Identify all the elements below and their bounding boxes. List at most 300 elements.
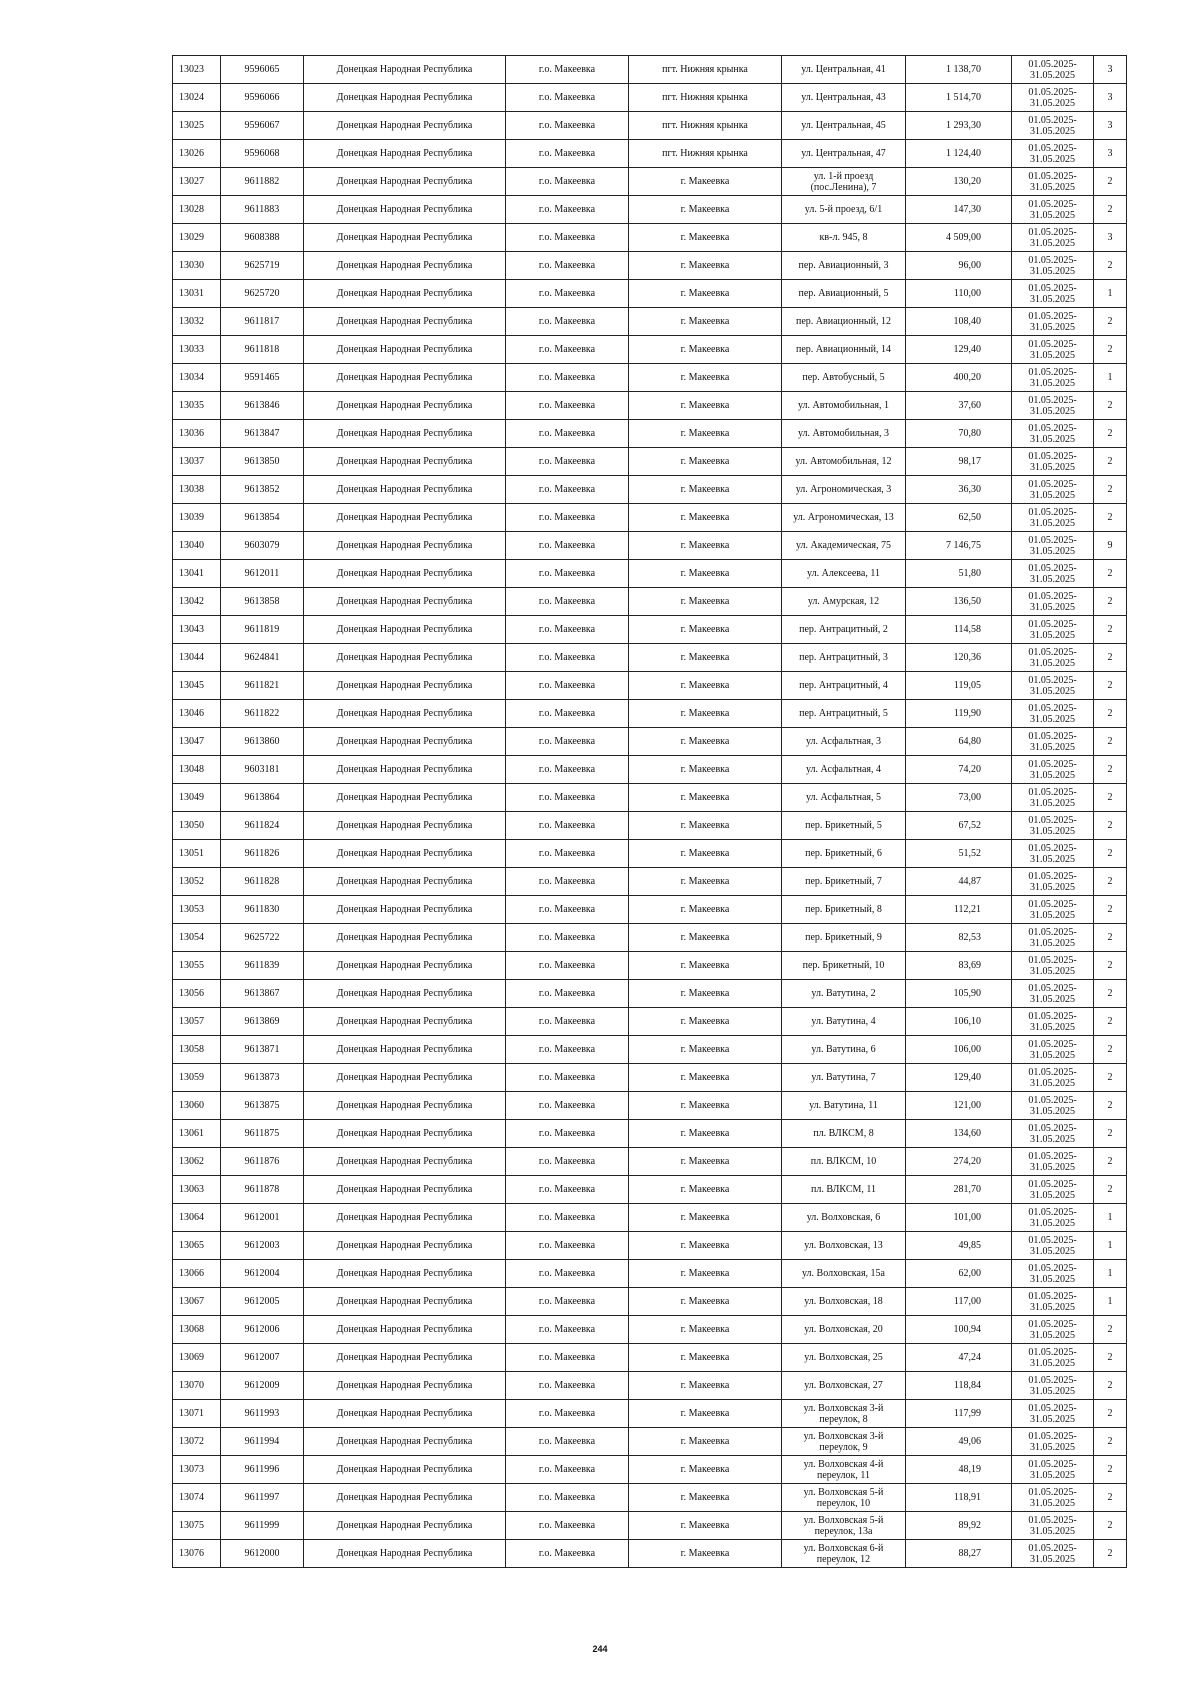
cell-municipal-district: г.о. Макеевка	[506, 1372, 629, 1400]
cell-object-id: 9596065	[221, 56, 304, 84]
cell-address: ул. Амурская, 12	[782, 588, 906, 616]
cell-municipal-district: г.о. Макеевка	[506, 280, 629, 308]
cell-record-number: 13027	[173, 168, 221, 196]
cell-area: 119,05	[906, 672, 1012, 700]
table-row	[173, 252, 1127, 280]
cell-area: 119,90	[906, 700, 1012, 728]
cell-category: 1	[1094, 280, 1127, 308]
cell-address: ул. Асфальтная, 3	[782, 728, 906, 756]
cell-period: 01.05.2025- 31.05.2025	[1012, 560, 1094, 588]
cell-settlement: г. Макеевка	[629, 448, 782, 476]
cell-period: 01.05.2025- 31.05.2025	[1012, 420, 1094, 448]
table-row	[173, 980, 1127, 1008]
cell-region: Донецкая Народная Республика	[304, 56, 506, 84]
cell-address: ул. Центральная, 47	[782, 140, 906, 168]
cell-category: 2	[1094, 784, 1127, 812]
cell-record-number: 13023	[173, 56, 221, 84]
cell-area: 100,94	[906, 1316, 1012, 1344]
cell-area: 88,27	[906, 1540, 1012, 1568]
cell-object-id: 9591465	[221, 364, 304, 392]
cell-municipal-district: г.о. Макеевка	[506, 1344, 629, 1372]
cell-record-number: 13037	[173, 448, 221, 476]
cell-municipal-district: г.о. Макеевка	[506, 392, 629, 420]
cell-record-number: 13038	[173, 476, 221, 504]
cell-record-number: 13061	[173, 1120, 221, 1148]
cell-address: пер. Авиационный, 14	[782, 336, 906, 364]
cell-area: 105,90	[906, 980, 1012, 1008]
cell-region: Донецкая Народная Республика	[304, 84, 506, 112]
cell-period: 01.05.2025- 31.05.2025	[1012, 1260, 1094, 1288]
cell-object-id: 9612004	[221, 1260, 304, 1288]
cell-region: Донецкая Народная Республика	[304, 252, 506, 280]
cell-address: пер. Авиационный, 12	[782, 308, 906, 336]
cell-record-number: 13053	[173, 896, 221, 924]
cell-period: 01.05.2025- 31.05.2025	[1012, 84, 1094, 112]
cell-record-number: 13062	[173, 1148, 221, 1176]
table-row	[173, 644, 1127, 672]
cell-settlement: г. Макеевка	[629, 1176, 782, 1204]
cell-object-id: 9613860	[221, 728, 304, 756]
cell-municipal-district: г.о. Макеевка	[506, 700, 629, 728]
cell-record-number: 13076	[173, 1540, 221, 1568]
cell-address: пер. Брикетный, 8	[782, 896, 906, 924]
table-row	[173, 896, 1127, 924]
cell-object-id: 9611818	[221, 336, 304, 364]
cell-settlement: г. Макеевка	[629, 504, 782, 532]
cell-category: 3	[1094, 56, 1127, 84]
cell-region: Донецкая Народная Республика	[304, 812, 506, 840]
cell-category: 2	[1094, 1092, 1127, 1120]
table-row	[173, 112, 1127, 140]
cell-municipal-district: г.о. Макеевка	[506, 840, 629, 868]
cell-object-id: 9603181	[221, 756, 304, 784]
cell-record-number: 13069	[173, 1344, 221, 1372]
cell-region: Донецкая Народная Республика	[304, 896, 506, 924]
cell-area: 37,60	[906, 392, 1012, 420]
cell-category: 2	[1094, 1120, 1127, 1148]
cell-object-id: 9612009	[221, 1372, 304, 1400]
cell-category: 2	[1094, 672, 1127, 700]
cell-settlement: г. Макеевка	[629, 1008, 782, 1036]
cell-region: Донецкая Народная Республика	[304, 1036, 506, 1064]
cell-period: 01.05.2025- 31.05.2025	[1012, 1064, 1094, 1092]
cell-record-number: 13035	[173, 392, 221, 420]
cell-record-number: 13042	[173, 588, 221, 616]
cell-settlement: г. Макеевка	[629, 1232, 782, 1260]
cell-category: 2	[1094, 1176, 1127, 1204]
cell-municipal-district: г.о. Макеевка	[506, 1456, 629, 1484]
cell-category: 2	[1094, 952, 1127, 980]
table-row	[173, 840, 1127, 868]
cell-area: 121,00	[906, 1092, 1012, 1120]
cell-period: 01.05.2025- 31.05.2025	[1012, 588, 1094, 616]
cell-address: ул. Автомобильная, 1	[782, 392, 906, 420]
table-row	[173, 1064, 1127, 1092]
cell-record-number: 13068	[173, 1316, 221, 1344]
cell-area: 4 509,00	[906, 224, 1012, 252]
cell-address: пер. Брикетный, 6	[782, 840, 906, 868]
cell-category: 2	[1094, 168, 1127, 196]
table-row	[173, 1176, 1127, 1204]
cell-region: Донецкая Народная Республика	[304, 1008, 506, 1036]
cell-settlement: г. Макеевка	[629, 420, 782, 448]
cell-object-id: 9613854	[221, 504, 304, 532]
table-row	[173, 1120, 1127, 1148]
cell-area: 82,53	[906, 924, 1012, 952]
cell-period: 01.05.2025- 31.05.2025	[1012, 1428, 1094, 1456]
cell-period: 01.05.2025- 31.05.2025	[1012, 1400, 1094, 1428]
cell-record-number: 13072	[173, 1428, 221, 1456]
cell-address: ул. Волховская, 27	[782, 1372, 906, 1400]
cell-settlement: г. Макеевка	[629, 840, 782, 868]
cell-object-id: 9625722	[221, 924, 304, 952]
cell-area: 51,52	[906, 840, 1012, 868]
cell-settlement: г. Макеевка	[629, 924, 782, 952]
cell-address: ул. Волховская, 13	[782, 1232, 906, 1260]
cell-settlement: г. Макеевка	[629, 336, 782, 364]
cell-object-id: 9613873	[221, 1064, 304, 1092]
table-row	[173, 952, 1127, 980]
table-row	[173, 84, 1127, 112]
cell-record-number: 13057	[173, 1008, 221, 1036]
cell-municipal-district: г.о. Макеевка	[506, 588, 629, 616]
cell-record-number: 13058	[173, 1036, 221, 1064]
cell-area: 129,40	[906, 1064, 1012, 1092]
cell-record-number: 13052	[173, 868, 221, 896]
cell-category: 2	[1094, 196, 1127, 224]
cell-category: 2	[1094, 700, 1127, 728]
cell-record-number: 13050	[173, 812, 221, 840]
cell-address: ул. Центральная, 43	[782, 84, 906, 112]
cell-period: 01.05.2025- 31.05.2025	[1012, 196, 1094, 224]
cell-period: 01.05.2025- 31.05.2025	[1012, 1148, 1094, 1176]
cell-settlement: г. Макеевка	[629, 1512, 782, 1540]
table-row	[173, 1344, 1127, 1372]
cell-municipal-district: г.о. Макеевка	[506, 952, 629, 980]
cell-area: 49,06	[906, 1428, 1012, 1456]
cell-record-number: 13043	[173, 616, 221, 644]
cell-area: 106,10	[906, 1008, 1012, 1036]
cell-address: ул. Волховская 5-й переулок, 13а	[782, 1512, 906, 1540]
cell-settlement: г. Макеевка	[629, 812, 782, 840]
cell-object-id: 9611822	[221, 700, 304, 728]
cell-region: Донецкая Народная Республика	[304, 364, 506, 392]
table-row	[173, 1316, 1127, 1344]
cell-region: Донецкая Народная Республика	[304, 728, 506, 756]
registry-table	[172, 55, 1127, 1568]
cell-municipal-district: г.о. Макеевка	[506, 336, 629, 364]
cell-object-id: 9596067	[221, 112, 304, 140]
table-row	[173, 140, 1127, 168]
cell-period: 01.05.2025- 31.05.2025	[1012, 1092, 1094, 1120]
cell-municipal-district: г.о. Макеевка	[506, 84, 629, 112]
cell-municipal-district: г.о. Макеевка	[506, 224, 629, 252]
cell-object-id: 9611875	[221, 1120, 304, 1148]
cell-address: пл. ВЛКСМ, 11	[782, 1176, 906, 1204]
table-row	[173, 1008, 1127, 1036]
cell-period: 01.05.2025- 31.05.2025	[1012, 364, 1094, 392]
cell-object-id: 9603079	[221, 532, 304, 560]
cell-area: 98,17	[906, 448, 1012, 476]
cell-settlement: г. Макеевка	[629, 280, 782, 308]
cell-category: 1	[1094, 364, 1127, 392]
cell-category: 2	[1094, 1344, 1127, 1372]
cell-settlement: г. Макеевка	[629, 224, 782, 252]
cell-object-id: 9612011	[221, 560, 304, 588]
table-row	[173, 700, 1127, 728]
cell-region: Донецкая Народная Республика	[304, 1316, 506, 1344]
cell-period: 01.05.2025- 31.05.2025	[1012, 1344, 1094, 1372]
cell-area: 1 514,70	[906, 84, 1012, 112]
cell-address: ул. Волховская, 25	[782, 1344, 906, 1372]
cell-settlement: г. Макеевка	[629, 252, 782, 280]
cell-record-number: 13040	[173, 532, 221, 560]
cell-category: 2	[1094, 812, 1127, 840]
table-row	[173, 532, 1127, 560]
cell-record-number: 13067	[173, 1288, 221, 1316]
cell-settlement: г. Макеевка	[629, 1484, 782, 1512]
cell-municipal-district: г.о. Макеевка	[506, 1540, 629, 1568]
cell-record-number: 13060	[173, 1092, 221, 1120]
cell-address: ул. Волховская 3-й переулок, 9	[782, 1428, 906, 1456]
cell-municipal-district: г.о. Макеевка	[506, 672, 629, 700]
cell-area: 147,30	[906, 196, 1012, 224]
cell-area: 108,40	[906, 308, 1012, 336]
table-row	[173, 1372, 1127, 1400]
cell-region: Донецкая Народная Республика	[304, 1092, 506, 1120]
cell-region: Донецкая Народная Республика	[304, 952, 506, 980]
cell-record-number: 13054	[173, 924, 221, 952]
cell-object-id: 9611876	[221, 1148, 304, 1176]
cell-municipal-district: г.о. Макеевка	[506, 1288, 629, 1316]
cell-municipal-district: г.о. Макеевка	[506, 1036, 629, 1064]
cell-municipal-district: г.о. Макеевка	[506, 476, 629, 504]
cell-settlement: г. Макеевка	[629, 868, 782, 896]
cell-settlement: г. Макеевка	[629, 952, 782, 980]
cell-period: 01.05.2025- 31.05.2025	[1012, 1008, 1094, 1036]
cell-object-id: 9612007	[221, 1344, 304, 1372]
cell-object-id: 9613850	[221, 448, 304, 476]
cell-category: 2	[1094, 1036, 1127, 1064]
cell-period: 01.05.2025- 31.05.2025	[1012, 1288, 1094, 1316]
cell-record-number: 13059	[173, 1064, 221, 1092]
table-row	[173, 280, 1127, 308]
cell-object-id: 9611882	[221, 168, 304, 196]
cell-period: 01.05.2025- 31.05.2025	[1012, 868, 1094, 896]
table-row	[173, 560, 1127, 588]
table-row	[173, 672, 1127, 700]
table-row	[173, 56, 1127, 84]
cell-region: Донецкая Народная Республика	[304, 1204, 506, 1232]
cell-object-id: 9613875	[221, 1092, 304, 1120]
cell-settlement: г. Макеевка	[629, 728, 782, 756]
cell-area: 274,20	[906, 1148, 1012, 1176]
cell-category: 2	[1094, 1400, 1127, 1428]
cell-object-id: 9613846	[221, 392, 304, 420]
cell-period: 01.05.2025- 31.05.2025	[1012, 504, 1094, 532]
cell-category: 2	[1094, 1148, 1127, 1176]
cell-object-id: 9612001	[221, 1204, 304, 1232]
cell-region: Донецкая Народная Республика	[304, 168, 506, 196]
cell-area: 64,80	[906, 728, 1012, 756]
cell-settlement: пгт. Нижняя крынка	[629, 112, 782, 140]
cell-category: 1	[1094, 1288, 1127, 1316]
cell-category: 3	[1094, 112, 1127, 140]
cell-record-number: 13041	[173, 560, 221, 588]
cell-settlement: г. Макеевка	[629, 672, 782, 700]
cell-region: Донецкая Народная Республика	[304, 504, 506, 532]
cell-address: пер. Антрацитный, 5	[782, 700, 906, 728]
cell-settlement: г. Макеевка	[629, 1316, 782, 1344]
cell-address: пер. Брикетный, 10	[782, 952, 906, 980]
cell-municipal-district: г.о. Макеевка	[506, 784, 629, 812]
cell-object-id: 9611994	[221, 1428, 304, 1456]
table-row	[173, 336, 1127, 364]
cell-municipal-district: г.о. Макеевка	[506, 868, 629, 896]
cell-region: Донецкая Народная Республика	[304, 336, 506, 364]
cell-address: ул. Асфальтная, 4	[782, 756, 906, 784]
cell-address: ул. Ватутина, 2	[782, 980, 906, 1008]
table-row	[173, 1456, 1127, 1484]
cell-record-number: 13066	[173, 1260, 221, 1288]
cell-region: Донецкая Народная Республика	[304, 1372, 506, 1400]
cell-category: 2	[1094, 392, 1127, 420]
cell-category: 2	[1094, 980, 1127, 1008]
cell-settlement: г. Макеевка	[629, 532, 782, 560]
table-row	[173, 1484, 1127, 1512]
cell-address: пер. Авиационный, 3	[782, 252, 906, 280]
table-row	[173, 364, 1127, 392]
cell-area: 112,21	[906, 896, 1012, 924]
cell-settlement: г. Макеевка	[629, 1344, 782, 1372]
cell-category: 2	[1094, 840, 1127, 868]
cell-object-id: 9611819	[221, 616, 304, 644]
cell-address: пл. ВЛКСМ, 8	[782, 1120, 906, 1148]
cell-area: 70,80	[906, 420, 1012, 448]
cell-municipal-district: г.о. Макеевка	[506, 812, 629, 840]
table-row	[173, 756, 1127, 784]
cell-area: 118,84	[906, 1372, 1012, 1400]
cell-period: 01.05.2025- 31.05.2025	[1012, 252, 1094, 280]
cell-period: 01.05.2025- 31.05.2025	[1012, 952, 1094, 980]
table-row	[173, 196, 1127, 224]
cell-period: 01.05.2025- 31.05.2025	[1012, 336, 1094, 364]
cell-region: Донецкая Народная Республика	[304, 140, 506, 168]
cell-category: 2	[1094, 1316, 1127, 1344]
cell-period: 01.05.2025- 31.05.2025	[1012, 1176, 1094, 1204]
cell-settlement: г. Макеевка	[629, 1372, 782, 1400]
cell-region: Донецкая Народная Республика	[304, 1428, 506, 1456]
cell-municipal-district: г.о. Макеевка	[506, 1204, 629, 1232]
cell-municipal-district: г.о. Макеевка	[506, 1316, 629, 1344]
table-row	[173, 392, 1127, 420]
cell-address: ул. Агрономическая, 3	[782, 476, 906, 504]
cell-category: 1	[1094, 1260, 1127, 1288]
table-row	[173, 924, 1127, 952]
cell-record-number: 13029	[173, 224, 221, 252]
cell-municipal-district: г.о. Макеевка	[506, 112, 629, 140]
table-row	[173, 1428, 1127, 1456]
cell-region: Донецкая Народная Республика	[304, 840, 506, 868]
cell-address: пл. ВЛКСМ, 10	[782, 1148, 906, 1176]
cell-record-number: 13031	[173, 280, 221, 308]
cell-category: 2	[1094, 896, 1127, 924]
cell-area: 117,00	[906, 1288, 1012, 1316]
cell-municipal-district: г.о. Макеевка	[506, 1232, 629, 1260]
cell-record-number: 13032	[173, 308, 221, 336]
cell-municipal-district: г.о. Макеевка	[506, 252, 629, 280]
cell-region: Донецкая Народная Республика	[304, 1232, 506, 1260]
cell-area: 130,20	[906, 168, 1012, 196]
cell-region: Донецкая Народная Республика	[304, 560, 506, 588]
cell-municipal-district: г.о. Макеевка	[506, 1176, 629, 1204]
cell-settlement: г. Макеевка	[629, 1288, 782, 1316]
cell-address: пер. Антрацитный, 3	[782, 644, 906, 672]
table-row	[173, 448, 1127, 476]
table-row	[173, 728, 1127, 756]
cell-record-number: 13070	[173, 1372, 221, 1400]
cell-municipal-district: г.о. Макеевка	[506, 728, 629, 756]
cell-record-number: 13071	[173, 1400, 221, 1428]
cell-record-number: 13045	[173, 672, 221, 700]
cell-period: 01.05.2025- 31.05.2025	[1012, 280, 1094, 308]
cell-settlement: г. Макеевка	[629, 1204, 782, 1232]
cell-period: 01.05.2025- 31.05.2025	[1012, 672, 1094, 700]
cell-object-id: 9612006	[221, 1316, 304, 1344]
cell-object-id: 9613867	[221, 980, 304, 1008]
cell-municipal-district: г.о. Макеевка	[506, 616, 629, 644]
table-row	[173, 1092, 1127, 1120]
cell-address: ул. Автомобильная, 12	[782, 448, 906, 476]
cell-period: 01.05.2025- 31.05.2025	[1012, 168, 1094, 196]
cell-object-id: 9625719	[221, 252, 304, 280]
cell-object-id: 9596068	[221, 140, 304, 168]
cell-settlement: г. Макеевка	[629, 364, 782, 392]
table-row	[173, 1260, 1127, 1288]
cell-region: Донецкая Народная Республика	[304, 448, 506, 476]
cell-record-number: 13065	[173, 1232, 221, 1260]
cell-record-number: 13039	[173, 504, 221, 532]
cell-settlement: г. Макеевка	[629, 1540, 782, 1568]
cell-period: 01.05.2025- 31.05.2025	[1012, 812, 1094, 840]
cell-address: пер. Антрацитный, 2	[782, 616, 906, 644]
cell-area: 83,69	[906, 952, 1012, 980]
cell-address: ул. Волховская 6-й переулок, 12	[782, 1540, 906, 1568]
cell-area: 120,36	[906, 644, 1012, 672]
cell-settlement: пгт. Нижняя крынка	[629, 84, 782, 112]
cell-municipal-district: г.о. Макеевка	[506, 1484, 629, 1512]
cell-address: пер. Брикетный, 5	[782, 812, 906, 840]
cell-municipal-district: г.о. Макеевка	[506, 1148, 629, 1176]
cell-category: 2	[1094, 1064, 1127, 1092]
cell-category: 2	[1094, 1372, 1127, 1400]
table-row	[173, 588, 1127, 616]
cell-region: Донецкая Народная Республика	[304, 1540, 506, 1568]
cell-municipal-district: г.о. Макеевка	[506, 448, 629, 476]
cell-period: 01.05.2025- 31.05.2025	[1012, 224, 1094, 252]
cell-municipal-district: г.о. Макеевка	[506, 1400, 629, 1428]
cell-period: 01.05.2025- 31.05.2025	[1012, 784, 1094, 812]
cell-period: 01.05.2025- 31.05.2025	[1012, 308, 1094, 336]
cell-municipal-district: г.о. Макеевка	[506, 196, 629, 224]
cell-region: Донецкая Народная Республика	[304, 532, 506, 560]
cell-municipal-district: г.о. Макеевка	[506, 560, 629, 588]
cell-area: 101,00	[906, 1204, 1012, 1232]
cell-object-id: 9596066	[221, 84, 304, 112]
cell-record-number: 13064	[173, 1204, 221, 1232]
cell-settlement: г. Макеевка	[629, 196, 782, 224]
cell-address: ул. Ватутина, 4	[782, 1008, 906, 1036]
